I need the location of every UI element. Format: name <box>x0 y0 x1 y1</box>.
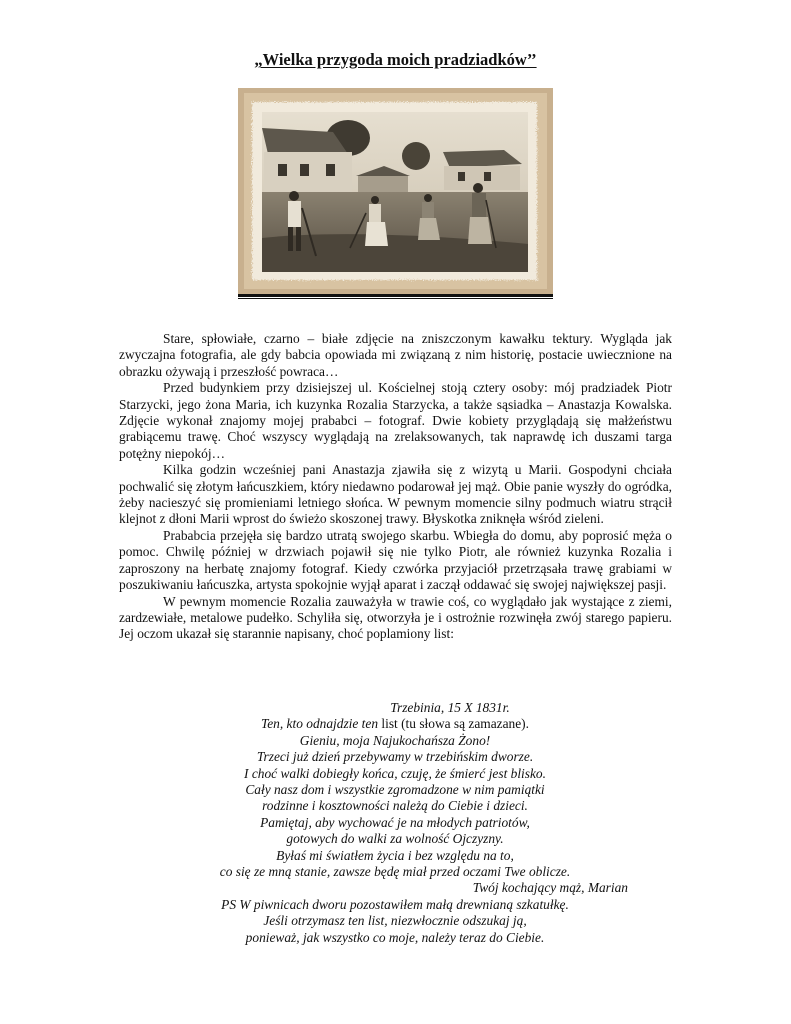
letter-line: gotowych do walki za wolność Ojczyzny. <box>286 831 504 847</box>
paragraph: W pewnym momencie Rozalia zauważyła w trawie coś, co wyglądało jak wystające z ziemi, zardzewiałe, metalowe pudełko. Schyliła się, otworzyła je i ostrożnie rozwinęła zwój starego papieru. Jej oczom ukazał się starannie napisany, choć poplamiony list: <box>119 593 672 642</box>
paragraph: Prababcia przejęła się bardzo utratą swojego skarbu. Wbiegła do domu, aby poprosić męża o pomoc. Chwilę później w drzwiach pojawił się nie tylko Piotr, ale również kuzynka Rozalia i zaproszony na herbatę znajomy fotograf. Kiedy czwórka przyjaciół przetrząsała trawę grabiami w poszukiwaniu łańcuszka, artysta spokojnie wyjął aparat i zaczął oddawać się swojej największej pasji. <box>119 527 672 593</box>
title-text: „Wielka przygoda moich pradziadków’’ <box>254 50 537 69</box>
photo-underline-thick <box>238 294 553 297</box>
letter-line: co się ze mną stanie, zawsze będę miał przed oczami Twe oblicze. <box>219 864 571 880</box>
old-photograph <box>238 88 553 294</box>
letter-signature: Twój kochający mąż, Marian <box>472 880 628 896</box>
letter-line-upright: list (tu słowa są zamazane). <box>378 716 529 732</box>
letter-line: Byłaś mi światłem życia i bez względu na to, <box>276 847 514 863</box>
letter-postscript: PS W piwnicach dworu pozostawiłem małą drewnianą szkatułkę. <box>221 896 569 912</box>
letter-line <box>160 716 630 732</box>
story-body <box>119 331 672 643</box>
photo-underline-thin <box>238 298 553 299</box>
photograph-image <box>238 88 553 294</box>
letter-line: Pamiętaj, aby wychować je na młodych patriotów, <box>260 814 530 830</box>
letter-line: Cały nasz dom i wszystkie zgromadzone w nim pamiątki <box>245 782 545 798</box>
letter-date: Trzebinia, 15 X 1831r. <box>390 700 510 715</box>
paragraph: Przed budynkiem przy dzisiejszej ul. Kościelnej stoją cztery osoby: mój pradziadek Piotr Starzycki, jego żona Maria, ich kuzynka Rozalia Starzycka, a także sąsiadka – Anastazja Kowalska. Zdjęcie wykonał znajomy mojej prababci – fotograf. Dwie kobiety przyglądają się małżeństwu grabiącemu trawę. Choć wszyscy wyglądają na zrelaksowanych, tak naprawdę ich duszami targa potężny niepokój… <box>119 380 672 461</box>
paragraph: Kilka godzin wcześniej pani Anastazja zjawiła się z wizytą u Marii. Gospodyni chciała pochwalić się złotym łańcuszkiem, który niedawno podarował jej mąż. Obie panie wyszły do ogródka, żeby nacieszyć się promieniami letniego słońca. W pewnym momencie silny podmuch wiatru strącił klejnot z dłoni Marii wprost do świeżo skoszonej trawy. Błyskotka zniknęła wśród zieleni. <box>119 462 672 527</box>
letter-postscript: ponieważ, jak wszystko co moje, należy teraz do Ciebie. <box>245 929 545 945</box>
letter-line-italic: Ten, kto odnajdzie ten <box>260 716 379 732</box>
letter-postscript: Jeśli otrzymasz ten list, niezwłocznie odszukaj ją, <box>263 913 527 929</box>
letter-line: Trzeci już dzień przebywamy w trzebińskim dworze. <box>256 749 534 765</box>
quoted-letter <box>160 700 630 946</box>
page-title <box>0 50 791 70</box>
letter-line: rodzinne i kosztowności należą do Ciebie i dzieci. <box>262 798 528 814</box>
letter-line: I choć walki dobiegły końca, czuję, że śmierć jest blisko. <box>244 765 546 781</box>
paragraph: Stare, spłowiałe, czarno – białe zdjęcie na zniszczonym kawałku tektury. Wygląda jak zwyczajna fotografia, ale gdy babcia opowiada mi związaną z nim historię, postacie uwiecznione na obrazku ożywają i przeszłość powraca… <box>119 331 672 379</box>
letter-greeting: Gieniu, moja Najukochańsza Żono! <box>299 732 491 748</box>
